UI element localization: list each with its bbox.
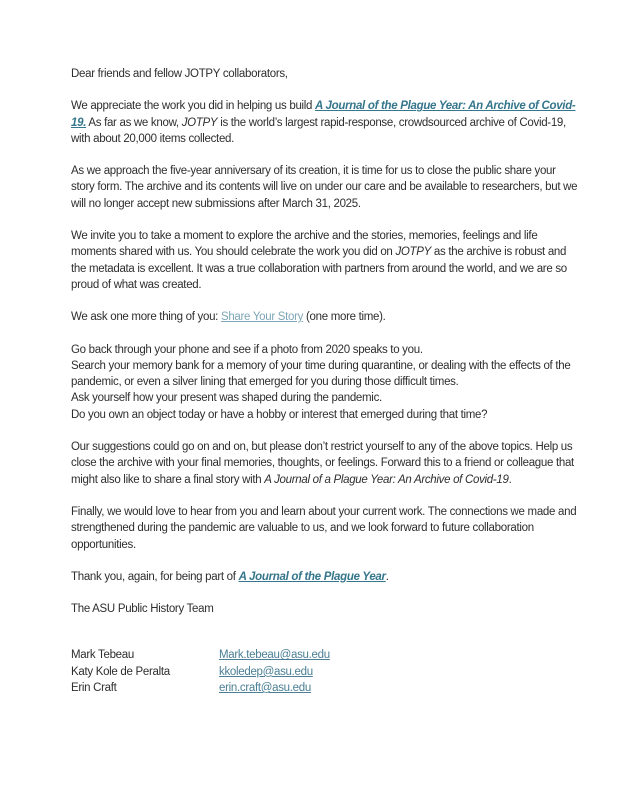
suggestion-present-text: Ask yourself how your present was shaped during the pandemic. xyxy=(71,392,382,405)
para-thank-you-text: Thank you, again, for being part of xyxy=(71,570,239,583)
para-appreciate-text: is the world’s largest rapid-response, crowdsourced archive of Covid-19, with about 20,000 items collected. xyxy=(71,116,566,145)
jotpy-archive-link[interactable]: A Journal of the Plague Year: An Archive of Covid-19. xyxy=(71,100,576,129)
suggestion-object xyxy=(71,407,578,423)
para-team-text: The ASU Public History Team xyxy=(71,603,214,616)
letter-body xyxy=(71,66,578,617)
para-invite-text: We invite you to take a moment to explore the archive and the stories, memories, feelings and life moments shared with us. You should celebrate the work you did on xyxy=(71,230,538,259)
salutation xyxy=(71,66,578,82)
suggestion-photo-text: Go back through your phone and see if a photo from 2020 speaks to you. xyxy=(71,343,423,356)
signer-email-link[interactable]: erin.craft@asu.edu xyxy=(219,682,311,695)
para-appreciate xyxy=(71,98,578,147)
para-suggestions-close-text: Our suggestions could go on and on, but please don’t restrict yourself to any of the above topics. Help us close the archive with your final memories, thoughts, or feelings. Forward this to a friend or colleague that might also like to share a final story with xyxy=(71,441,574,486)
signature-row xyxy=(71,680,578,696)
jotpy-link[interactable]: A Journal of the Plague Year xyxy=(238,570,386,583)
signature-row xyxy=(71,647,578,663)
signer-name: Mark Tebeau xyxy=(71,649,134,662)
para-thank-you xyxy=(71,569,578,585)
suggestion-memory-text: Search your memory bank for a memory of your time during quarantine, or dealing with the effects of the pandemic, or even a silver lining that emerged for you during those difficult times. xyxy=(71,359,571,389)
para-suggestions-close-text: . xyxy=(508,473,512,486)
signer-name: Erin Craft xyxy=(71,682,117,695)
para-five-year-anniversary-text: As we approach the five-year anniversary of its creation, it is time for us to close the public share your story form. The archive and its contents will live on under our care and be available to researchers, but we will no longer accept new submissions after March 31, 2025. xyxy=(71,165,578,210)
para-appreciate-text: JOTPY xyxy=(181,116,218,129)
salutation-text: Dear friends and fellow JOTPY collaborators, xyxy=(71,68,288,80)
para-share-your-story xyxy=(71,309,578,325)
suggestion-photo xyxy=(71,342,578,358)
signer-email-link[interactable]: Mark.tebeau@asu.edu xyxy=(219,649,330,662)
para-team xyxy=(71,601,578,617)
signer-email-link[interactable]: kkoledep@asu.edu xyxy=(219,665,313,678)
para-appreciate-text: We appreciate the work you did in helping us build xyxy=(71,100,316,113)
para-appreciate-text: As far as we know, xyxy=(86,116,182,129)
para-suggestions-close xyxy=(71,439,578,488)
para-finally xyxy=(71,504,578,553)
para-invite-text: JOTPY xyxy=(395,246,431,259)
signer-name: Katy Kole de Peralta xyxy=(71,665,170,678)
para-share-your-story-text: (one more time). xyxy=(303,311,386,324)
para-five-year-anniversary xyxy=(71,163,578,212)
suggestion-object-text: Do you own an object today or have a hobby or interest that emerged during that time? xyxy=(71,408,488,421)
para-share-your-story-text: We ask one more thing of you: xyxy=(71,311,221,324)
para-finally-text: Finally, we would love to hear from you and learn about your current work. The connections we made and strengthened during the pandemic are valuable to us, and we look forward to future collaboration opportunities. xyxy=(71,505,577,551)
signature-block xyxy=(71,647,578,696)
para-invite-text: as the archive is robust and the metadata is excellent. It was a true collaboration with partners from around the world, and we are so proud of what was created. xyxy=(71,246,567,291)
para-thank-you-text: . xyxy=(385,570,389,583)
para-suggestions-close-text: A Journal of a Plague Year: An Archive of Covid-19 xyxy=(264,473,509,486)
share-your-story-link[interactable]: Share Your Story xyxy=(220,311,304,324)
signature-row xyxy=(71,664,578,680)
para-invite xyxy=(71,228,578,293)
suggestion-present xyxy=(71,390,578,406)
suggestion-memory xyxy=(71,358,578,391)
